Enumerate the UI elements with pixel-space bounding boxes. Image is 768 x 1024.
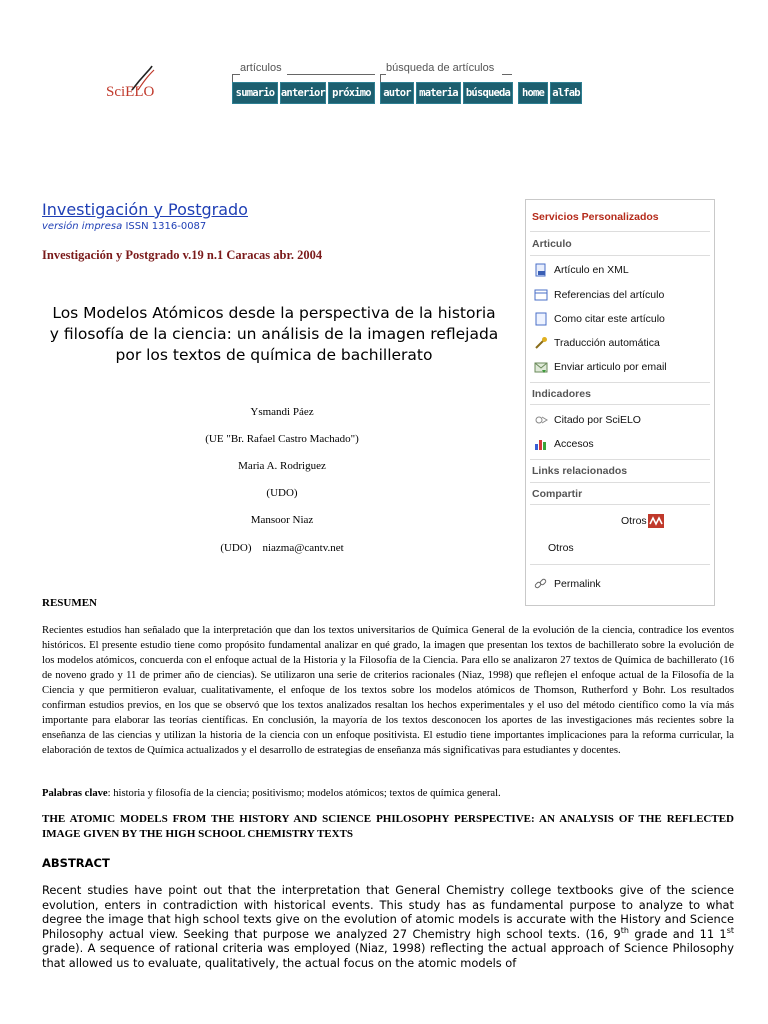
services-heading: Servicios Personalizados	[532, 211, 659, 223]
author-affiliation: (UDO)	[266, 487, 298, 499]
author-name: Ysmandi Páez	[250, 406, 314, 418]
references-link-label: Referencias del artículo	[554, 289, 665, 301]
share-otros-link[interactable]	[621, 514, 664, 528]
abstract-part: Recent studies have point out that the interpretation that General Chemistry college textbooks give of the science evolution, enters in contradiction with historical events. This study has as fundamental purpose to analyze to what degree the image that high school texts give on the evolution of atomic models is accurate with the History and Science Philosophy actual view. Seeking that purpose we analyzed 27 Chemistry high school texts. (16, 9	[42, 883, 734, 941]
links-relacionados-label: Links relacionados	[532, 465, 628, 477]
permalink-link[interactable]	[534, 577, 601, 591]
nav-materia-button[interactable]: materia	[416, 82, 461, 104]
abstract-part: grade). A sequence of rational criteria was employed (Niaz, 1998) reflecting the actual approach of Science Philosophy that allowed us to evaluate, qualitatively, the actual focus on the atomic models of	[42, 941, 734, 970]
references-icon	[534, 288, 548, 302]
xml-link-label: Artículo en XML	[554, 264, 629, 276]
translate-link[interactable]	[534, 336, 660, 350]
nav-sumario-button[interactable]: sumario	[232, 82, 278, 104]
translate-link-label: Traducción automática	[554, 337, 660, 349]
translate-icon	[534, 336, 548, 350]
version-label: versión impresa	[42, 221, 123, 232]
cite-icon	[534, 312, 548, 326]
journal-issue: Investigación y Postgrado v.19 n.1 Caracas abr. 2004	[42, 248, 323, 262]
nav-busqueda-label: búsqueda de artículos	[386, 62, 495, 74]
accesos-link[interactable]	[534, 437, 594, 451]
keywords-label: Palabras clave	[42, 788, 108, 799]
nav-proximo-button[interactable]: próximo	[328, 82, 375, 104]
abstract-part: grade and 11 1	[628, 926, 727, 941]
journal-version	[42, 221, 206, 232]
cite-link[interactable]	[534, 312, 665, 326]
permalink-label: Permalink	[554, 578, 601, 590]
abstract-text	[42, 883, 734, 970]
scielo-logo[interactable]	[104, 64, 168, 112]
articulo-section-label: Articulo	[532, 238, 572, 250]
share-otros-label-2: Otros	[548, 542, 574, 554]
nav-autor-button[interactable]: autor	[380, 82, 414, 104]
references-link[interactable]	[534, 288, 664, 302]
permalink-chain-icon	[534, 577, 548, 591]
nav-home-button[interactable]: home	[518, 82, 548, 104]
author-affiliation: (UE "Br. Rafael Castro Machado")	[205, 433, 359, 445]
author-name: Maria A. Rodriguez	[238, 460, 326, 472]
share-addthis-icon	[648, 514, 664, 528]
journal-title-link[interactable]: Investigación y Postgrado	[42, 200, 248, 219]
abstract-heading: ABSTRACT	[42, 856, 110, 870]
cited-icon	[534, 413, 548, 427]
cite-link-label: Como citar este artículo	[554, 313, 665, 325]
email-icon	[534, 360, 548, 374]
share-otros-label: Otros	[621, 515, 647, 527]
email-link[interactable]	[534, 360, 667, 374]
compartir-label: Compartir	[532, 488, 583, 500]
cited-link-label: Citado por SciELO	[554, 414, 641, 426]
cited-link[interactable]	[534, 413, 641, 427]
accesos-link-label: Accesos	[554, 438, 594, 450]
author-name: Mansoor Niaz	[250, 514, 314, 526]
logo-text: SciELO	[106, 84, 155, 100]
english-title: THE ATOMIC MODELS FROM THE HISTORY AND SCIENCE PHILOSOPHY PERSPECTIVE: AN ANALYSIS OF THE REFLECTED IMAGE GIVEN BY THE HIGH SCHOOL CHEMISTRY TEXTS	[42, 813, 734, 840]
nav-articulos-label: artículos	[240, 62, 282, 74]
keywords-line	[42, 786, 734, 801]
share-otros-link-2[interactable]	[548, 542, 574, 554]
xml-doc-icon	[534, 263, 548, 277]
author-affiliation-email: (UDO) niazma@cantv.net	[220, 542, 344, 554]
article-title: Los Modelos Atómicos desde la perspectiva de la historia y filosofía de la ciencia: un análisis de la imagen reflejada por los textos de química de bachillerato	[49, 304, 499, 364]
nav-anterior-button[interactable]: anterior	[280, 82, 326, 104]
services-panel	[525, 199, 715, 606]
nav-busqueda-button[interactable]: búsqueda	[463, 82, 513, 104]
abstract-sup: th	[620, 925, 629, 935]
abstract-sup: st	[726, 925, 734, 935]
bar-chart-icon	[534, 437, 548, 451]
resumen-text: Recientes estudios han señalado que la interpretación que dan los textos universitarios de Química General de la evolución de la ciencia, contradice los eventos históricos. El presente estudio tiene como propósito fundamental analizar en qué grado, la imagen que presentan los textos de bachillerato sobre la evolución de los modelos atómicos, concuerda con el enfoque actual de la Historia y la Filosofía de la Ciencia. Para ello se analizaron 27 textos de Química de bachillerato (16 de noveno grado y 11 de primer año de ciencias). Se utilizaron una serie de criterios racionales (Niaz, 1998) que reflejen el enfoque actual de la Filosofía de la Ciencia y que permitieron evaluar, cualitativamente, el enfoque de los textos sobre los modelos atómicos de Thomson, Rutherford y Bohr. Los resultados confirman estudios previos, en los que se observó que los textos analizados resaltan los hechos experimentales y el uso del método científico como la vía más importante para elaborar las teorías científicas. En conclusión, la mayoría de los textos desconocen los aportes de las investigaciones más recientes sobre la enseñanza de las ciencias y utilizan la historia de la ciencia con un enfoque positivista. El estudio tiene importantes implicaciones para la reforma curricular, la elaboración de textos de Química actualizados y el desarrollo de estrategias de enseñanza más significativas para estudiantes y docentes.	[42, 625, 734, 756]
keywords-text: : historia y filosofía de la ciencia; positivismo; modelos atómicos; textos de química general.	[107, 788, 501, 799]
nav-alfab-button[interactable]: alfab	[550, 82, 582, 104]
email-link-label: Enviar articulo por email	[554, 361, 667, 373]
xml-link[interactable]	[534, 263, 629, 277]
resumen-heading: RESUMEN	[42, 597, 98, 609]
indicadores-section-label: Indicadores	[532, 388, 591, 400]
journal-issn: ISSN 1316-0087	[125, 221, 207, 232]
